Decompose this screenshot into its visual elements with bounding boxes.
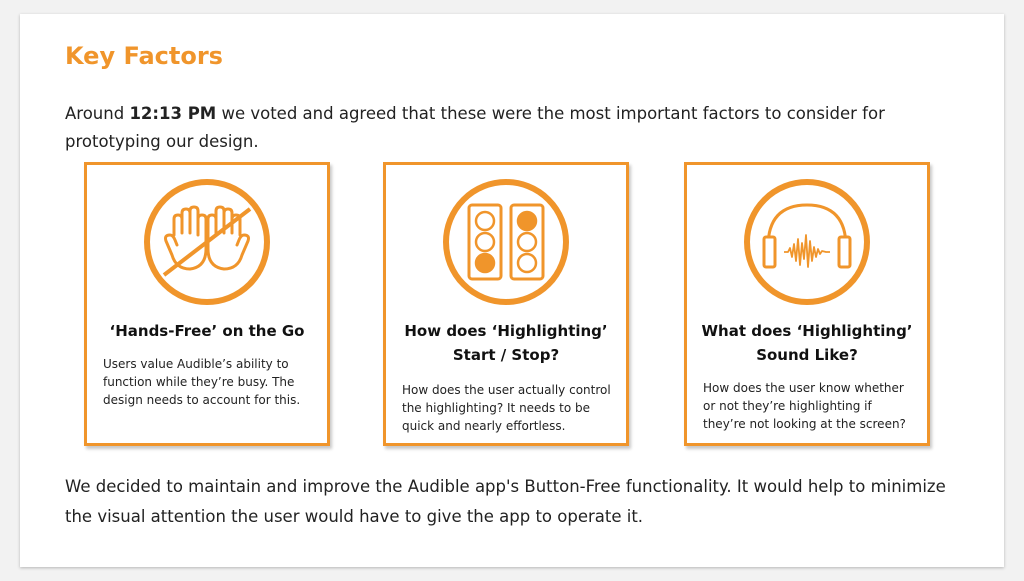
card-title: ‘Hands-Free’ on the Go (109, 322, 305, 340)
hands-free-icon (142, 177, 272, 307)
factor-card-hands-free (84, 162, 330, 446)
card-title: How does ‘Highlighting’ Start / Stop? (404, 322, 608, 364)
conclusion-paragraph: We decided to maintain and improve the Audible app's Button-Free functionality. It would help to minimize the visual attention the user would have to give the app to operate it. (65, 477, 946, 526)
intro-after: we voted and agreed that these were the most important factors to consider for prototyping our design. (65, 104, 885, 151)
factor-card-highlight-sound (684, 162, 930, 446)
intro-time: 12:13 PM (129, 104, 217, 123)
highlight-toggle-icon (441, 177, 571, 307)
intro-paragraph (65, 100, 945, 156)
card-body: Users value Audible’s ability to function while they’re busy. The design needs to account for this. (103, 357, 301, 407)
card-body: How does the user know whether or not they’re highlighting if they’re not looking at the screen? (703, 381, 906, 431)
card-body: How does the user actually control the highlighting? It needs to be quick and nearly effortless. (402, 383, 611, 433)
card-title: What does ‘Highlighting’ Sound Like? (701, 322, 913, 364)
intro-before: Around (65, 104, 130, 123)
section-title: Key Factors (65, 42, 223, 70)
slide (20, 14, 1004, 567)
factor-card-highlight-start-stop (383, 162, 629, 446)
headphones-sound-icon (742, 177, 872, 307)
